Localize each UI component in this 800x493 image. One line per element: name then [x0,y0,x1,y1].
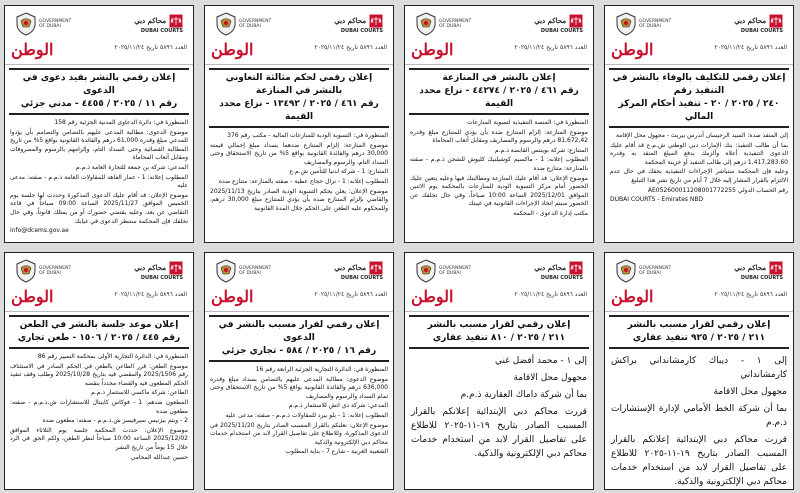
notice-masthead [405,6,593,65]
dubai-courts-logo [534,14,583,35]
gov-en-text: GOVERNMENT OF DUBAI [39,266,72,276]
notice-masthead [605,6,793,65]
notice-paragraph: DUBAI COURTS - Emirates NBD [610,196,704,204]
notice-title-block [209,68,389,128]
notice-title: إعلان رقمي لقرار مسبب بالنشر في الدعوى [218,320,380,343]
notice-card [604,252,794,490]
courts-en-text: DUBAI COURTS [740,27,783,34]
gov-en-text: GOVERNMENT OF DUBAI [439,19,472,29]
notice-case-number: رقم ٤٦١ / ٢٠٢٥ / ١٣٤٩٢ - نزاع محدد القيمة [219,99,379,122]
dubai-courts-logo [734,261,783,282]
government-of-dubai-logo [615,259,672,283]
issue-meta: العدد ٥٨٩٦ تاريخ ٢٠٢٥/١١/٢٤ [514,291,587,298]
notice-paragraph: info@dcems.gov.ae [10,227,69,235]
notice-title-block [609,315,789,349]
issue-meta: العدد ٥٨٩٦ تاريخ ٢٠٢٥/١١/٢٤ [114,44,187,51]
notice-body [605,131,793,207]
issue-meta: العدد ٥٨٩٦ تاريخ ٢٠٢٥/١١/٢٤ [314,291,387,298]
gov-en-text: GOVERNMENT OF DUBAI [639,19,672,29]
notice-logos [415,258,583,284]
notice-body [605,352,793,490]
courts-scales-icon [369,14,383,28]
notice-paragraph: المتنازع: شركة بوينتس القابضة ذ.م.م [494,146,588,154]
notice-body [5,118,193,238]
government-of-dubai-logo [215,259,272,283]
notice-paragraph: الشعبية الغربية - شارع 7 - بناية المطلوب [285,448,388,456]
courts-en-text: DUBAI COURTS [140,27,183,34]
notice-paragraph: موضوع الدعوى: مطالبة المدعى عليهم بالتضامن والتضامم بأن يؤدوا للمدعي مبلغ وقدره 61,000 درهم والفائدة القانونية بواقع 5% من تاريخ المطالبة القضائية وحتى السداد التام، وإلزامهم بالرسوم والمصروفات ومقابل أتعاب المحاماة [10,128,188,162]
notice-title: إعلان رقمي لقرار مسبب بالنشر [427,320,571,330]
notice-card [404,5,594,243]
dubai-emblem-icon [615,12,637,36]
notice-paragraph: 2 - ويتم بيزنيس سيرفيسز ش.ذ.م.م - صفته: مطعون ضده [42,417,188,425]
notice-case-number: ٢٤٠ / ٢٠٢٥ / ٢٠ - تنفيذ أحكام المركز المالي [618,99,780,122]
notice-logos [215,11,383,37]
notice-paragraph: المطلوب إعلانه: 1 - نزال حجاج عطية - صفته بالمنازعة: متنازع ضده [218,177,388,185]
notice-paragraph: موضوع الإعلان: حددت المحكمة جلسة يوم الثلاثاء الموافق 2025/12/02 الساعة 10:00 صباحاً لنظر الطعن، ولكم الحق في الرد خلال 15 يوماً من تاريخ النشر [10,426,188,451]
notice-paragraph: موضوع الإعلان: نعلنكم بالقرار المسبب الصادر بتاريخ 2025/11/20 في الدعوى المذكورة، وللاطلاع على تفاصيل القرار لابد من استخدام خدمات محاكم دبي الإلكترونية والذكية [210,421,388,446]
notice-paragraph: المنظورة في: التسوية الودية للمنازعات المالية - مكتب رقم 376 [227,132,388,139]
issue-meta: العدد ٥٨٩٦ تاريخ ٢٠٢٥/١١/٢٤ [714,44,787,51]
notice-case-number: رقم ٤٦١ / ٢٠٢٥ / ٤٤٢٧٤ - نزاع محدد القيمة [419,86,579,109]
notice-paragraph: المنظورة في: المنصة التنفيذية لتسوية المنازعات [467,119,588,126]
notice-paragraph: المنظورة في: الدائرة التجارية الجزئية الرابعة رقم 16 [255,366,388,373]
notice-paragraph: حسين عبدالله المحامي [130,453,188,461]
dubai-courts-logo [134,261,183,282]
notice-body [205,365,393,459]
notice-paragraph: بما أن طالب التنفيذ: بنك الإمارات دبي الوطني ش.م.ع قد أقام عليك الدعوى التنفيذية أعلاه وألزمك بدفع المبلغ المنفذ به وقدره 1,417,283.60 درهم إلى طالب التنفيذ أو خزينة المحكمة [610,141,788,166]
notice-paragraph: المطلوب إعلانه: 1 - ماكسيم كوشيلنيك كليوش للشحن ذ.م.م - صفته بالمنازعة: متنازع ضده [410,156,589,172]
notice-title: إعلان موعد جلسة بالنشر في الطعن [19,320,179,330]
courts-en-text: DUBAI COURTS [340,274,383,281]
notice-paragraph: المطلوب إعلانه: 1 - بلو بيرد للمقاولات ذ.م.م - صفته: مدعى عليه [225,411,388,419]
notice-paragraph: المدعي: شركة دي اتش للاستثمار ذ.م.م [288,402,388,410]
notice-case-number: ٢١١ / ٢٠٢٥ / ٨١٠ تنفيذ عقاري [432,333,566,343]
notice-paragraph: موضوع الطعن: قرر الطاعن بالطعن في الحكم الصادر في الاستئناف رقم 2025/1506 والمقضي فيه بتاريخ 2025/10/28 وطلب وقف تنفيذ الحكم المطعون فيه والقضاء مجدداً بنقضه [10,362,188,387]
newspaper-brand: الوطن [211,287,254,306]
courts-scales-icon [769,14,783,28]
courts-ar-text: محاكم دبي [734,16,766,25]
dubai-courts-logo [334,261,383,282]
courts-scales-icon [769,261,783,275]
notice-masthead [605,253,793,312]
gov-en-text: GOVERNMENT OF DUBAI [639,266,672,276]
notice-paragraph: المتنازع: 1 - شركة لدنيا للتأمين ش.م.ع [289,168,388,176]
notice-title: إعلان رقمي بالنشر بقيد دعوى في الدعوى [22,73,176,96]
notice-body [405,352,593,466]
notice-paragraph: إلى المنفذ ضده: السيد الرجيسان آندرس بيريث - مجهول محل الإقامة [615,132,788,139]
notice-paragraph: المنظورة في: الدائرة التجارية الأولى بمحكمة التمييز رقم 86 [37,353,188,360]
courts-en-text: DUBAI COURTS [340,27,383,34]
newspaper-brand: الوطن [11,287,54,306]
notice-title-block [209,315,389,362]
dubai-courts-logo [534,261,583,282]
issue-meta: العدد ٥٨٩٦ تاريخ ٢٠٢٥/١١/٢٤ [514,44,587,51]
courts-en-text: DUBAI COURTS [740,274,783,281]
notice-paragraph: المدعي: شركة بن جمعة للتجارة العامة ذ.م.م [75,163,188,171]
notice-title-block [9,315,189,349]
notice-paragraph: موضوع المنازعة: إلزام المتنازع ضده بأن يؤدي للمتنازع مبلغ وقدره 81,672,42 درهم والرسوم والمصاريف ومقابل أتعاب المحاماة [410,128,588,145]
government-of-dubai-logo [15,259,72,283]
notice-title-block [409,68,589,115]
notice-case-number: رقم ١٦ / ٢٠٢٥ / ٥٨٤ - تجاري جزئي [221,346,377,356]
dubai-courts-logo [134,14,183,35]
notice-masthead [5,253,193,312]
notice-masthead [205,6,393,65]
notice-paragraph: إلى ١ - ديباك كارمشانداني براكش كارمشانداني [611,356,788,380]
notice-masthead [5,6,193,65]
courts-scales-icon [169,14,183,28]
notice-body [205,131,393,215]
newspaper-brand: الوطن [611,40,654,59]
notice-card [404,252,594,490]
newspaper-brand: الوطن [411,287,454,306]
dubai-emblem-icon [415,259,437,283]
notice-title: إعلان رقمي للتكليف بالوفاء بالنشر في التنفيذ رقم [612,73,786,96]
notice-paragraph: بما أن شركة داماك العقارية ذ.م.م [460,390,587,400]
notice-paragraph: وعليه فإن المحكمة ستباشر الإجراءات التنفيذية بحقك في حال عدم الالتزام بالقرار المشار إليه خلال 7 أيام من تاريخ نشر هذا التبليغ [610,168,788,184]
issue-meta: العدد ٥٨٩٦ تاريخ ٢٠٢٥/١١/٢٤ [114,291,187,298]
courts-ar-text: محاكم دبي [134,263,166,272]
courts-ar-text: محاكم دبي [534,16,566,25]
gov-en-text: GOVERNMENT OF DUBAI [439,266,472,276]
notice-case-number: ٢١١ / ٢٠٢٥ / ٩٢٥ تنفيذ عقاري [632,333,766,343]
notice-logos [215,258,383,284]
notice-paragraph: رقم الحساب الدولي AE052600011208001772255 [647,186,788,194]
courts-ar-text: محاكم دبي [134,16,166,25]
notice-case-number: رقم ٤٤٥ / ٢٠٢٥ / ١٥٠٦ - طعن تجاري [17,333,181,343]
notice-paragraph: إلى ١ - محمد أفضل غني [494,356,587,366]
courts-ar-text: محاكم دبي [334,263,366,272]
dubai-emblem-icon [615,259,637,283]
notice-logos [15,11,183,37]
government-of-dubai-logo [415,259,472,283]
notice-logos [615,11,783,37]
notice-logos [415,11,583,37]
dubai-courts-logo [334,14,383,35]
notice-paragraph: الطاعن: شركة ماكسي للاستثمار ذ.م.م [91,389,188,397]
notice-paragraph: قررت محاكم دبي الإبتدائية إعلانكم بالقرار المسبب الصادر بتاريخ ١٩-١١-٢٠٢٥ للاطلاع على تفاصيل القرار لابد من استخدام خدمات محاكم دبي الإلكترونية والذكية. [611,435,787,487]
notice-paragraph: موضوع الإعلان: قد أقام عليك الدعوى المذكورة وحددت لها جلسة يوم الخميس الموافق 2025/11/27 الساعة 09:00 صباحاً في قاعة التقاضي عن بعد، وعليه يقتضي حضورك أو من يمثلك قانوناً، وفي حال تخلفك فإن المحكمة ستنظر الدعوى في غيابك [10,191,188,225]
newspaper-brand: الوطن [411,40,454,59]
dubai-emblem-icon [415,12,437,36]
dubai-emblem-icon [15,12,37,36]
courts-ar-text: محاكم دبي [534,263,566,272]
notice-card [4,5,194,243]
notice-title-block [609,68,789,128]
government-of-dubai-logo [215,12,272,36]
notice-paragraph: موضوع الإعلان: يعلن بحكم التسوية الودية الصادر بتاريخ 2025/11/13 والقاضي بإلزام المتنازع ضده بأن يؤدي للمتنازع مبلغ 30,000 درهم، وللمحكوم عليه الطعن على الحكم خلال المدة القانونية [210,187,388,212]
courts-ar-text: محاكم دبي [334,16,366,25]
notice-paragraph: موضوع الدعوى: مطالبة المدعى عليهم بالتضامن بسداد مبلغ وقدره 636,000 درهم والفائدة القانونية بواقع 5% من تاريخ الاستحقاق وحتى تمام السداد والرسوم والمصاريف [210,375,388,400]
notice-masthead [405,253,593,312]
notice-paragraph: المطعون ضدهم: 1 - فوكاس كابيتال للاستشارات ش.ذ.م.م - صفته: مطعون ضده [10,398,188,415]
government-of-dubai-logo [15,12,72,36]
notice-card [204,5,394,243]
notice-paragraph: موضوع المنازعة: إلزام المتنازع ضدهما بسداد مبلغ إجمالي قيمته 30,000 درهم والفائدة القانونية بواقع 5% من تاريخ الاستحقاق وحتى السداد التام، والرسوم والمصاريف [210,141,388,166]
notice-paragraph: مجهول محل الاقامة [713,387,787,397]
courts-scales-icon [369,261,383,275]
notice-title: إعلان بالنشر في المنازعة [442,73,556,83]
notice-title: إعلان رقمي لحكم مثالثة التعاوني بالنشر في المنازعة [225,73,373,96]
notice-paragraph: المطلوب إعلانه: 1 - عمار الفاهد للمقاولات العامة ذ.م.م - صفته: مدعى عليه [10,173,189,190]
notice-paragraph: قررت محاكم دبي الإبتدائية إعلانكم بالقرار المسبب الصادر بتاريخ ١٩-١١-٢٠٢٥ للاطلاع على تفاصيل القرار لابد من استخدام خدمات محاكم دبي الإلكترونية والذكية. [411,407,587,459]
notice-body [5,352,193,464]
dubai-courts-logo [734,14,783,35]
notice-paragraph: موضوع الإعلان: قد أقام عليك المنازعة ومطالبتك فيها وعليه يتعين عليك الحضور أمام مركز التسوية الودية للمنازعات بالمحكمة يوم الاثنين الموافق 2025/12/01 الساعة 10:00 صباحاً، وفي حال تخلفك عن الحضور سيتم اتخاذ الإجراءات القانونية في غيبتك [410,174,588,208]
newspaper-brand: الوطن [611,287,654,306]
notice-masthead [205,253,393,312]
government-of-dubai-logo [415,12,472,36]
courts-ar-text: محاكم دبي [734,263,766,272]
notice-paragraph: المنظورة في: دائرة الدعاوى المدنية الجزئية رقم 158 [54,119,188,126]
notice-paragraph: مكتب إدارة الدعوى - المحكمة [513,209,588,217]
notice-paragraph: مجهول محل الاقامة [513,373,587,383]
notice-logos [15,258,183,284]
notice-title-block [409,315,589,349]
notice-card [204,252,394,490]
issue-meta: العدد ٥٨٩٦ تاريخ ٢٠٢٥/١١/٢٤ [314,44,387,51]
dubai-emblem-icon [215,12,237,36]
notice-case-number: رقم ١١ / ٢٠٢٥ / ٤٤٥٥ - مدني جزئي [20,99,178,109]
notice-card [604,5,794,243]
government-of-dubai-logo [615,12,672,36]
dubai-emblem-icon [215,259,237,283]
notice-paragraph: بما أن شركة الخط الأمامي لإدارة الإستشارات ذ.م.م [611,404,787,428]
gov-en-text: GOVERNMENT OF DUBAI [239,19,272,29]
newspaper-brand: الوطن [211,40,254,59]
gov-en-text: GOVERNMENT OF DUBAI [39,19,72,29]
courts-en-text: DUBAI COURTS [540,27,583,34]
courts-scales-icon [569,261,583,275]
courts-scales-icon [169,261,183,275]
notice-logos [615,258,783,284]
courts-en-text: DUBAI COURTS [540,274,583,281]
dubai-emblem-icon [15,259,37,283]
gov-en-text: GOVERNMENT OF DUBAI [239,266,272,276]
courts-scales-icon [569,14,583,28]
notice-title-block [9,68,189,115]
courts-en-text: DUBAI COURTS [140,274,183,281]
notice-title: إعلان رقمي لقرار مسبب بالنشر [627,320,771,330]
newspaper-brand: الوطن [11,40,54,59]
notice-card [4,252,194,490]
issue-meta: العدد ٥٨٩٦ تاريخ ٢٠٢٥/١١/٢٤ [714,291,787,298]
notice-body [405,118,593,221]
